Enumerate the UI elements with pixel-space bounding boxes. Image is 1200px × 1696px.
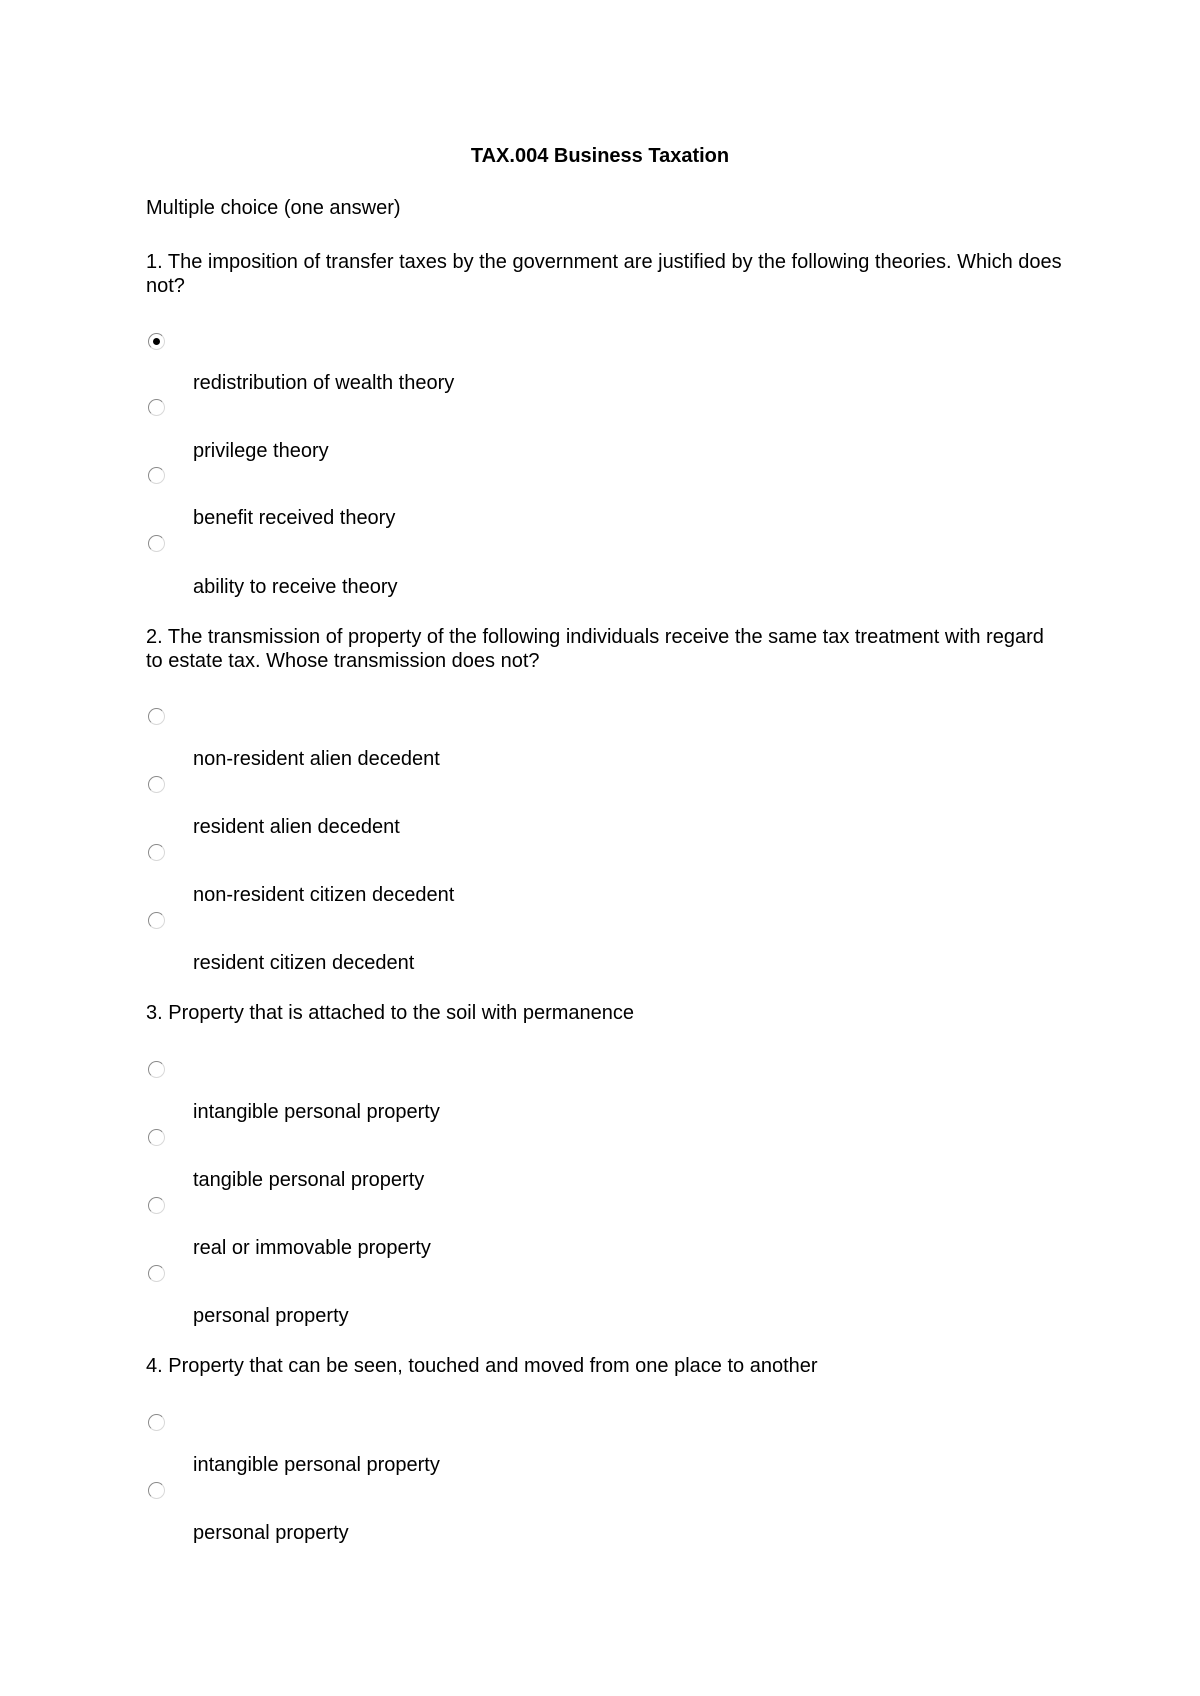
question-1-option-3-radio[interactable] <box>148 467 165 484</box>
question-3-option-3-radio[interactable] <box>148 1197 165 1214</box>
question-1-option-3-label: benefit received theory <box>193 507 396 529</box>
question-1-option-2-radio[interactable] <box>148 399 165 416</box>
question-1-option-2-label: privilege theory <box>193 440 329 462</box>
question-3-option-1-radio[interactable] <box>148 1061 165 1078</box>
question-3-option-4-radio[interactable] <box>148 1265 165 1282</box>
page-title: TAX.004 Business Taxation <box>470 145 730 167</box>
page-subtitle: Multiple choice (one answer) <box>146 197 401 219</box>
question-4-option-1-radio[interactable] <box>148 1414 165 1431</box>
question-2-option-4-radio[interactable] <box>148 912 165 929</box>
question-3-text: 3. Property that is attached to the soil with permanence <box>146 1002 635 1024</box>
question-2-option-2-label: resident alien decedent <box>193 816 400 838</box>
question-1-text: 1. The imposition of transfer taxes by the government are justified by the following theories. Which does not? <box>146 251 1062 297</box>
question-2-option-3-radio[interactable] <box>148 844 165 861</box>
question-2-text: 2. The transmission of property of the following individuals receive the same tax treatment with regard to estate tax. Whose transmission does not? <box>146 626 1044 672</box>
question-1-option-1-radio[interactable] <box>148 333 165 350</box>
question-3-option-1-label: intangible personal property <box>193 1101 440 1123</box>
question-2-option-4-label: resident citizen decedent <box>193 952 415 974</box>
question-4-option-1-label: intangible personal property <box>193 1454 440 1476</box>
question-3-option-2-radio[interactable] <box>148 1129 165 1146</box>
question-4-option-2-label: personal property <box>193 1522 349 1544</box>
question-1-option-4-label: ability to receive theory <box>193 576 398 598</box>
question-4-option-2-radio[interactable] <box>148 1482 165 1499</box>
question-3-option-2-label: tangible personal property <box>193 1169 425 1191</box>
question-3-option-3-label: real or immovable property <box>193 1237 431 1259</box>
question-2-option-3-label: non-resident citizen decedent <box>193 884 455 906</box>
question-2-option-2-radio[interactable] <box>148 776 165 793</box>
question-3-option-4-label: personal property <box>193 1305 349 1327</box>
question-1-option-1-label: redistribution of wealth theory <box>193 372 455 394</box>
question-2-option-1-label: non-resident alien decedent <box>193 748 440 770</box>
question-2-option-1-radio[interactable] <box>148 708 165 725</box>
question-1-option-4-radio[interactable] <box>148 535 165 552</box>
question-4-text: 4. Property that can be seen, touched and moved from one place to another <box>146 1355 818 1377</box>
